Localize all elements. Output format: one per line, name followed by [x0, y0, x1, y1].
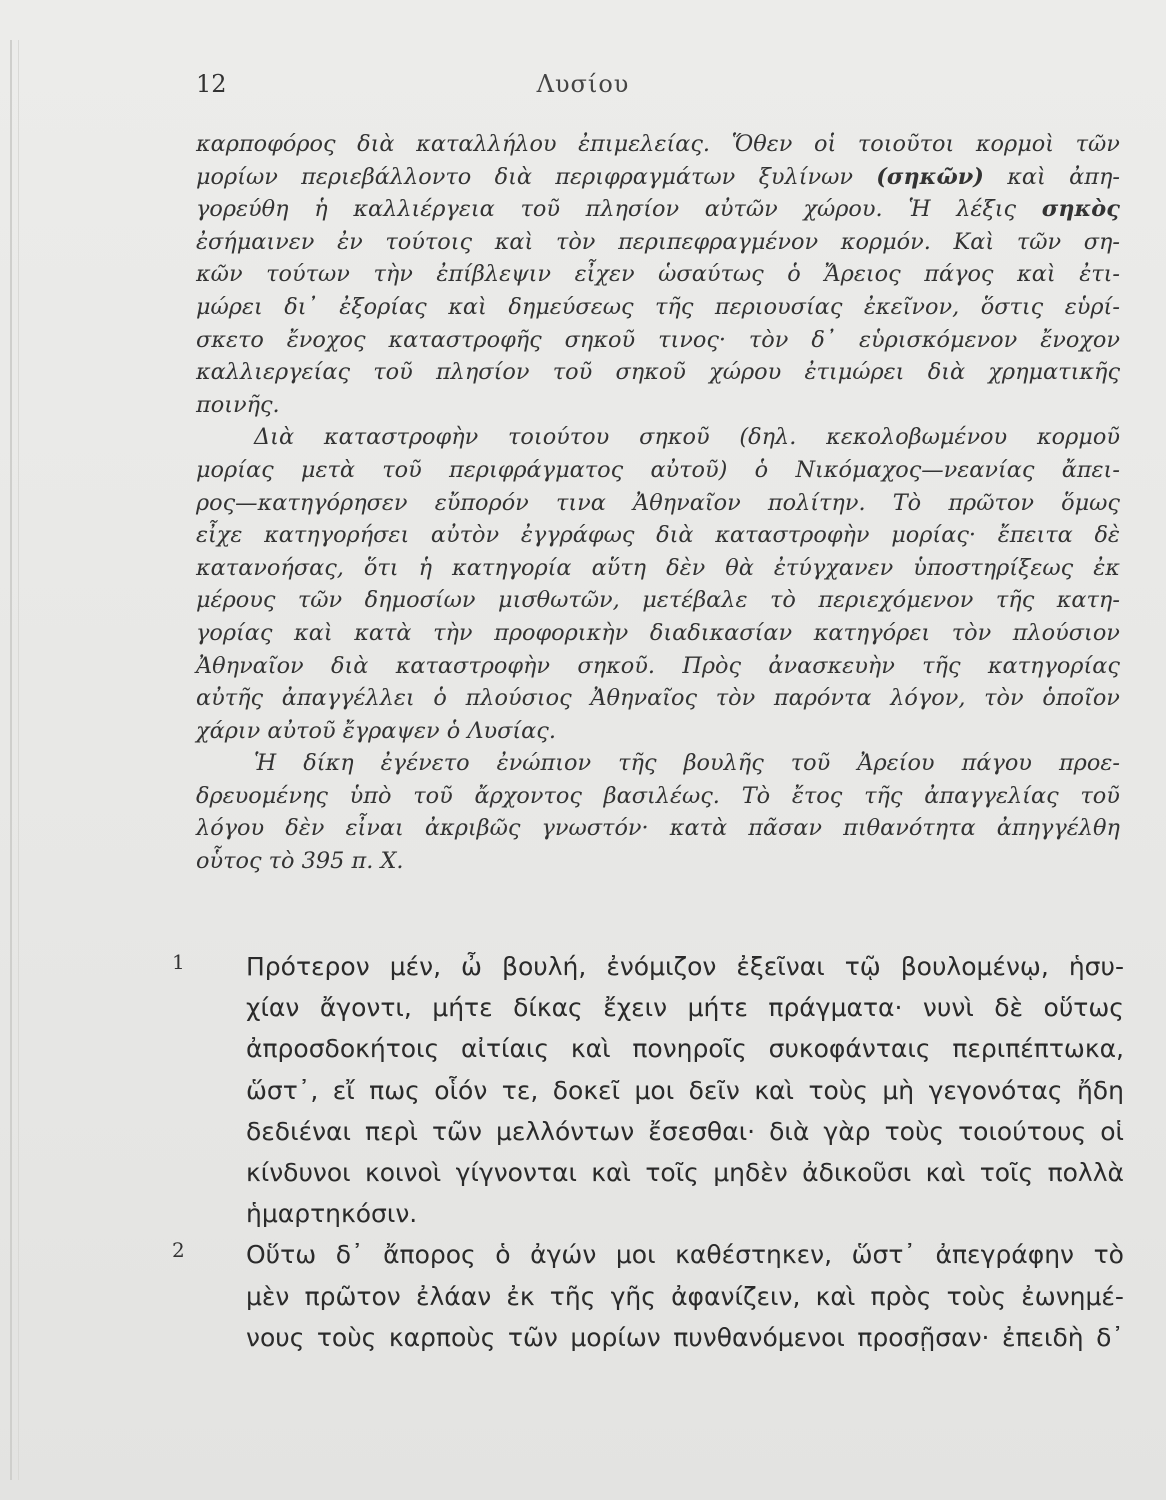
intro-line: γορίας καὶ κατὰ τὴν προφορικὴν διαδικασίαν κατηγόρει τὸν πλούσιον [196, 619, 1120, 646]
section-number-1: 1 [172, 950, 185, 974]
intro-line: εἶχε κατηγορήσει αὐτὸν ἐγγράφως διὰ καταστροφὴν μορίας· ἔπειτα δὲ [196, 522, 1120, 549]
intro-line: Ἡ δίκη ἐγένετο ἐνώπιον τῆς βουλῆς τοῦ Ἀρείου πάγου προε- [254, 750, 1120, 777]
intro-line: αὐτῆς ἀπαγγέλλει ὁ πλούσιος Ἀθηναῖος τὸν παρόντα λόγον, τὸν ὁποῖον [196, 685, 1120, 712]
text-line: ἡμαρτηκόσιν. [246, 1199, 418, 1229]
text-line: ἀπροσδοκήτοις αἰτίαις καὶ πονηροῖς συκοφάνταις περιπέπτωκα, [246, 1034, 1124, 1064]
intro-line: Διὰ καταστροφὴν τοιούτου σηκοῦ (δηλ. κεκολοβωμένου κορμοῦ [254, 424, 1120, 451]
intro-line: μέρους τῶν δημοσίων μισθωτῶν, μετέβαλε τὸ περιεχόμενον τῆς κατη- [196, 587, 1120, 614]
intro-line: ἐσήμαινεν ἐν τούτοις καὶ τὸν περιπεφραγμένον κορμόν. Καὶ τῶν ση- [196, 228, 1120, 255]
intro-line: δρευομένης ὑπὸ τοῦ ἄρχοντος βασιλέως. Τὸ ἔτος τῆς ἀπαγγελίας τοῦ [196, 782, 1120, 809]
intro-line: καλλιεργείας τοῦ πλησίον τοῦ σηκοῦ χώρου ἐτιμώρει διὰ χρηματικῆς [196, 359, 1120, 386]
text-line: κίνδυνοι κοινοὶ γίγνονται καὶ τοῖς μηδὲν ἀδικοῦσι καὶ τοῖς πολλὰ [246, 1157, 1124, 1187]
intro-line: γορεύθη ἡ καλλιέργεια τοῦ πλησίον αὐτῶν χώρου. Ἡ λέξις σηκὸς [196, 196, 1120, 223]
page-binding-edge-inner [18, 40, 19, 1480]
intro-line: κῶν τούτων τὴν ἐπίβλεψιν εἶχεν ὡσαύτως ὁ Ἄρειος πάγος καὶ ἐτι- [196, 261, 1120, 288]
text-line: δεδιέναι περὶ τῶν μελλόντων ἔσεσθαι· διὰ γὰρ τοὺς τοιούτους οἱ [246, 1116, 1124, 1146]
text-line: νους τοὺς καρποὺς τῶν μορίων πυνθανόμενοι προσῇσαν· ἐπειδὴ δ᾽ [246, 1322, 1124, 1352]
intro-line: χάριν αὐτοῦ ἔγραψεν ὁ Λυσίας. [196, 717, 556, 744]
section-number-2: 2 [172, 1238, 185, 1262]
intro-line: Ἀθηναῖον διὰ καταστροφὴν σηκοῦ. Πρὸς ἀνασκευὴν τῆς κατηγορίας [196, 652, 1120, 679]
running-title: Λυσίου [536, 70, 630, 98]
text-line: ὥστ᾽, εἴ πως οἷόν τε, δοκεῖ μοι δεῖν καὶ τοὺς μὴ γεγονότας ἤδη [246, 1075, 1124, 1105]
introduction-text [196, 128, 1120, 878]
intro-line: ρος—κατηγόρησεν εὔπορόν τινα Ἀθηναῖον πολίτην. Τὸ πρῶτον ὅμως [196, 489, 1120, 516]
intro-line: μορίων περιεβάλλοντο διὰ περιφραγμάτων ξυλίνων (σηκῶν) καὶ ἀπη- [196, 163, 1120, 190]
text-line: χίαν ἄγοντι, μήτε δίκας ἔχειν μήτε πράγματα· νυνὶ δὲ οὕτως [246, 993, 1124, 1023]
page-number: 12 [196, 70, 227, 98]
intro-line: κατανοήσας, ὅτι ἡ κατηγορία αὕτη δὲν θὰ ἐτύγχανεν ὑποστηρίξεως ἐκ [196, 554, 1120, 581]
text-line: Οὕτω δ᾽ ἄπορος ὁ ἀγών μοι καθέστηκεν, ὥστ᾽ ἀπεγράφην τὸ [246, 1240, 1124, 1270]
intro-line: ποινῆς. [196, 391, 280, 418]
page-binding-edge [10, 40, 12, 1480]
intro-line: μορίας μετὰ τοῦ περιφράγματος αὐτοῦ) ὁ Νικόμαχος—νεανίας ἄπει- [196, 456, 1120, 483]
intro-line: καρποφόρος διὰ καταλλήλου ἐπιμελείας. Ὅθεν οἱ τοιοῦτοι κορμοὶ τῶν [196, 131, 1120, 157]
text-line: Πρότερον μέν, ὦ βουλή, ἐνόμιζον ἐξεῖναι τῷ βουλομένῳ, ἡσυ- [246, 952, 1124, 981]
intro-line: οὗτος τὸ 395 π. Χ. [196, 848, 404, 875]
greek-text [246, 946, 1124, 1358]
text-line: μὲν πρῶτον ἐλάαν ἐκ τῆς γῆς ἀφανίζειν, καὶ πρὸς τοὺς ἐωνημέ- [246, 1281, 1124, 1311]
intro-line: λόγου δὲν εἶναι ἀκριβῶς γνωστόν· κατὰ πᾶσαν πιθανότητα ἀπηγγέλθη [196, 815, 1120, 842]
intro-line: σκετο ἔνοχος καταστροφῆς σηκοῦ τινος· τὸν δ᾽ εὑρισκόμενον ἔνοχον [196, 326, 1120, 353]
intro-line: μώρει δι᾽ ἐξορίας καὶ δημεύσεως τῆς περιουσίας ἐκεῖνον, ὅστις εὑρί- [196, 293, 1120, 320]
